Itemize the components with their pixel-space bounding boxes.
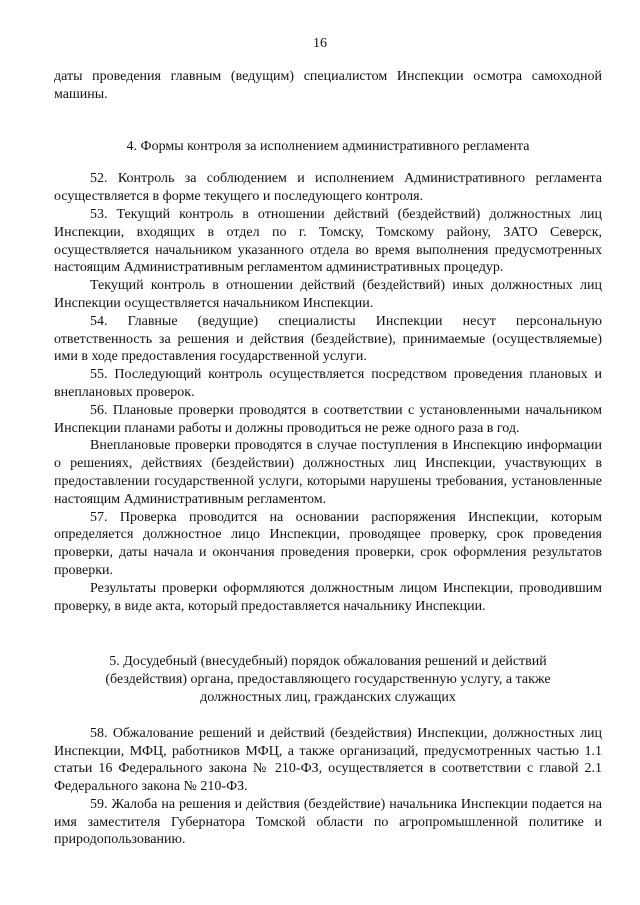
paragraph-continuation: даты проведения главным (ведущим) специалистом Инспекции осмотра самоходной машины. xyxy=(54,69,602,102)
paragraph-53: 53. Текущий контроль в отношении действий (бездействий) должностных лиц Инспекции, входящих в отдел по г. Томску, Томскому району, ЗАТО Северск, осуществляется начальником указанного отдела во время выполнения предусмотренных настоящим Административным регламентом административных процедур. xyxy=(54,206,602,276)
document-body xyxy=(54,68,602,849)
paragraph-56: 56. Плановые проверки проводятся в соответствии с установленными начальником Инспекции планами работы и должны проводиться не реже одного раза в год. xyxy=(54,402,602,436)
paragraph-58: 58. Обжалование решений и действий (бездействия) Инспекции, должностных лиц Инспекции, МФЦ, работников МФЦ, а также организаций, предусмотренных частью 1.1 статьи 16 Федерального закона № 210-ФЗ, осуществляется в соответствии с главой 2.1 Федерального закона № 210-ФЗ. xyxy=(54,725,602,795)
paragraph-54: 54. Главные (ведущие) специалисты Инспекции несут персональную ответственность за решения и действия (бездействие), принимаемые (осуществляемые) ими в ходе предоставления государственной услуги. xyxy=(54,313,602,365)
section-5-heading-line-1: 5. Досудебный (внесудебный) порядок обжалования решений и действий xyxy=(109,654,547,670)
page-number: 16 xyxy=(313,36,327,51)
paragraph-59: 59. Жалоба на решения и действия (бездействие) начальника Инспекции подается на имя заместителя Губернатора Томской области по агропромышленной политике и природопользованию. xyxy=(54,796,602,848)
paragraph-57: 57. Проверка проводится на основании распоряжения Инспекции, которым определяется должностное лицо Инспекции, проводящее проверку, срок проведения проверки, даты начала и окончания проведения проверки, срок оформления результатов проверки. xyxy=(54,509,602,578)
paragraph-57-continued: Результаты проверки оформляются должностным лицом Инспекции, проводившим проверку, в виде акта, который предоставляется начальнику Инспекции. xyxy=(54,580,602,614)
paragraph-53-continued: Текущий контроль в отношении действий (бездействий) иных должностных лиц Инспекции осуществляется начальником Инспекции. xyxy=(54,278,602,311)
paragraph-55: 55. Последующий контроль осуществляется посредством проведения плановых и внеплановых проверок. xyxy=(54,367,602,400)
section-4-heading: 4. Формы контроля за исполнением административного регламента xyxy=(126,138,530,154)
paragraph-56-continued: Внеплановые проверки проводятся в случае поступления в Инспекцию информации о решениях, действиях (бездействии) должностных лиц Инспекции, участвующих в предоставлении государственной услуги, которыми нарушены требования, установленные настоящим Административным регламентом. xyxy=(54,438,602,507)
paragraph-52: 52. Контроль за соблюдением и исполнением Административного регламента осуществляется в форме текущего и последующего контроля. xyxy=(54,171,602,205)
section-5-heading-line-3: должностных лиц, гражданских служащих xyxy=(200,689,456,705)
section-5-heading-line-2: (бездействия) органа, предоставляющего государственную услугу, а также xyxy=(105,672,551,688)
